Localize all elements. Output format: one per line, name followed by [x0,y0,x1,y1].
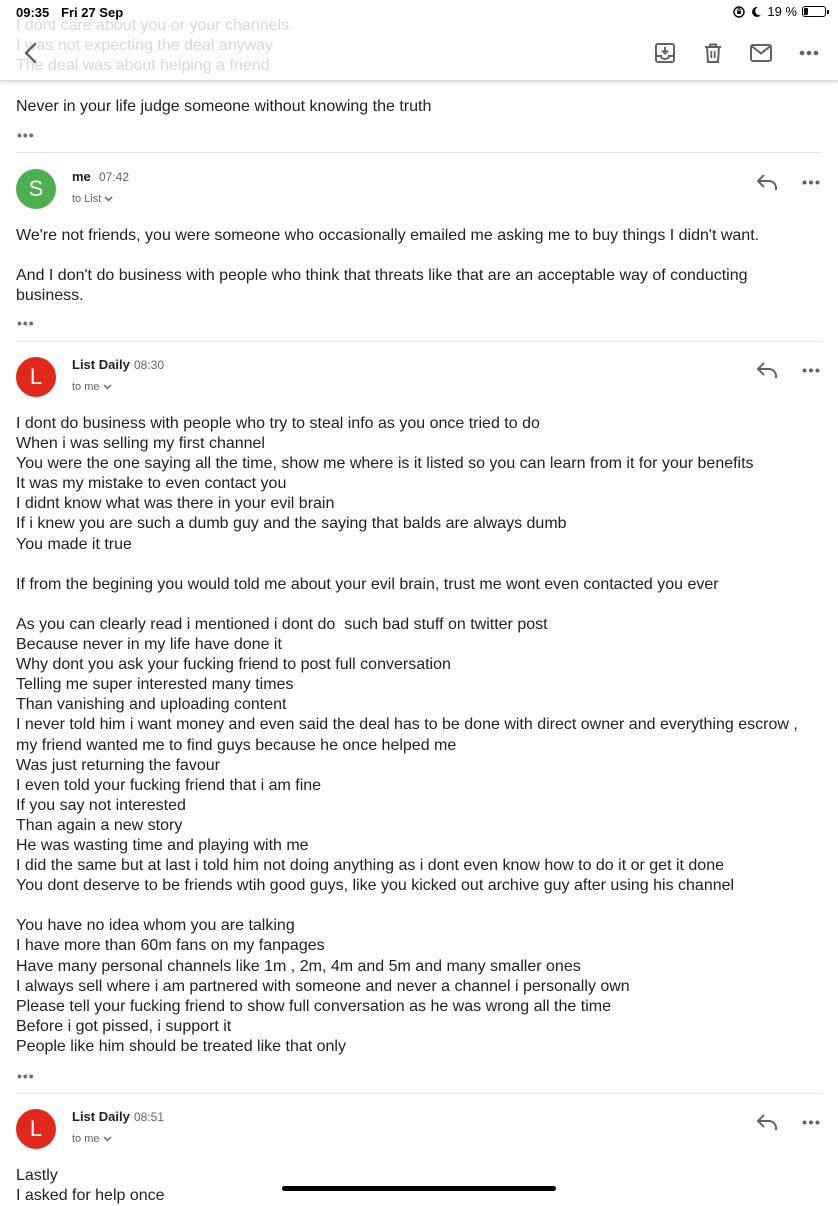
message-more-button[interactable] [800,359,822,381]
home-indicator[interactable] [282,1186,556,1191]
more-options-button[interactable] [796,40,822,66]
battery-percent: 19 % [767,4,797,19]
show-trimmed-content[interactable]: ••• [17,127,35,143]
status-date: Fri 27 Sep [61,5,124,20]
chevron-down-icon[interactable] [103,1136,112,1142]
message-time: 08:30 [134,358,165,372]
message-header[interactable] [0,169,838,215]
avatar [16,169,56,209]
recipient-toggle[interactable] [72,381,112,393]
more-icon[interactable] [799,50,819,56]
back-icon[interactable] [22,41,40,65]
recipient-toggle[interactable] [72,193,113,205]
message-time: 08:51 [134,1110,165,1124]
message-body: Lastly I asked for help once [16,1167,165,1205]
ghost-line: I was not expecting the deal anyway [16,37,274,54]
message-body: I dont do business with people who try to steal info as you once tried to do When i was selling my first channel You were the one saying all the time, show me where is it listed so you can learn from it for your benefits It was my mistake to even contact you I didnt know what was there in your evil brain If i knew you are such a dumb guy and the saying that balds are always dumb You made it true If from the begining you would told me about your evil brain, trust me wont even contacted you ever As you can clearly read i mentioned i dont do such bad stuff on twitter post Because never in my life have done it Why dont you ask your fucking friend to post full conversation Telling me super interested many times Than vanishing and uploading content I never told him i want money and even said the deal has to be done with direct owner and everything escrow , my friend wanted me to find guys because he once helped me Was just returning the favour I even told your fucking friend that i am fine If you say not interested Than again a new story He was wasting time and playing with me I did the same but at last i told him not doing anything as i dont even know how to do it or get it done You dont deserve to be friends wtih good guys, like you kicked out archive guy after using his channel You have no idea whom you are talking I have more than 60m fans on my fanpages Have many personal channels like 1m , 2m, 4m and 5m and many smaller ones I always sell where i am partnered with someone and never a channel i personally own Please tell your fucking friend to show full conversation as he was wrong all the time Before i got pissed, i support it People like him should be treated like that only [16,415,798,1055]
mark-unread-button[interactable] [748,40,774,66]
divider [16,341,822,342]
reply-icon[interactable] [756,173,778,191]
trash-icon[interactable] [703,42,723,64]
message-more-button[interactable] [800,171,822,193]
delete-button[interactable] [700,40,726,66]
more-icon[interactable] [802,368,820,373]
status-time: 09:35 [16,5,50,20]
archive-icon[interactable] [654,42,676,64]
message-time: 07:42 [99,170,130,184]
avatar [16,1109,56,1149]
avatar-letter: L [29,1116,43,1141]
avatar-letter: S [28,176,44,201]
reply-icon[interactable] [756,1113,778,1131]
recipient-text: to List [72,193,102,205]
reply-button[interactable] [756,173,778,191]
message-body: We're not friends, you were someone who occasionally emailed me asking me to buy things I didn't want. And I don't do business with people who think that threats like that are an acceptable way of conducting business. [16,227,760,305]
mail-icon[interactable] [749,43,773,63]
show-trimmed-content[interactable]: ••• [17,315,35,331]
reply-button[interactable] [756,361,778,379]
ghost-line: The deal was about helping a friend [16,57,270,74]
battery-icon [802,6,826,17]
moon-icon [751,6,762,18]
more-icon[interactable] [802,180,820,185]
ghost-line: I dont care about you or your channels [16,17,290,34]
recipient-toggle[interactable] [72,1133,112,1145]
status-bar [0,0,838,24]
divider [16,1093,822,1094]
reply-icon[interactable] [756,361,778,379]
avatar [16,357,56,397]
archive-button[interactable] [652,40,678,66]
orientation-lock-icon [732,5,746,19]
recipient-text: to me [72,381,100,393]
recipient-text: to me [72,1133,100,1145]
show-trimmed-content[interactable]: ••• [17,1068,35,1084]
sender-name: List Daily [72,357,130,372]
divider [16,152,822,153]
avatar-letter: L [29,364,43,389]
chevron-down-icon[interactable] [104,196,113,202]
chevron-down-icon[interactable] [103,384,112,390]
message-header[interactable] [0,357,838,403]
sender-name: me [72,169,91,184]
message-header[interactable] [0,1109,838,1155]
back-button[interactable] [18,40,44,66]
reply-button[interactable] [756,1113,778,1131]
previous-message-text: Never in your life judge someone without knowing the truth [16,98,432,115]
sender-name: List Daily [72,1109,130,1124]
message-more-button[interactable] [800,1111,822,1133]
more-icon[interactable] [802,1120,820,1125]
